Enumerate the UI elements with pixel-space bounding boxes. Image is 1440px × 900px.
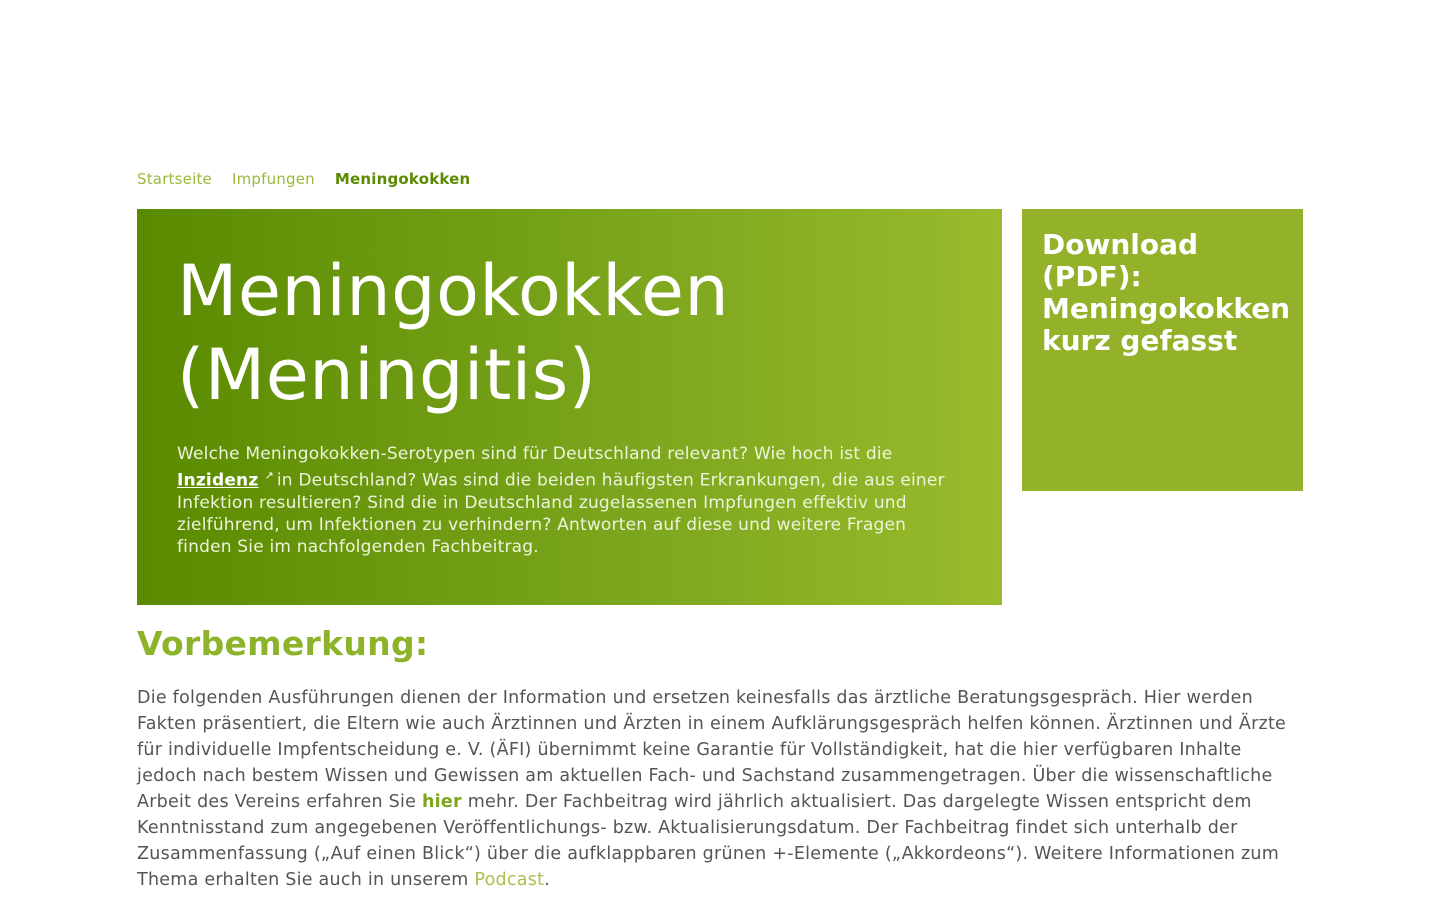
body-text-1: Die folgenden Ausführungen dienen der Information und ersetzen keinesfalls das ärztliche Beratungsgespräch. Hier werden Fakten präsentiert, die Eltern wie auch Ärztinnen und Ärzten in einem Aufklärungsgespräch helfen können. Ärztinnen und Ärzte für individuelle Impfentscheidung e. V. (ÄFI) übernimmt keine Garantie für Vollständigkeit, hat die hier verfügbaren Inhalte jedoch nach bestem Wissen und Gewissen am aktuellen Fach- und Sachstand zusammengetragen. Über die wissenschaftliche Arbeit des Vereins erfahren Sie (137, 688, 1287, 812)
hier-link[interactable]: hier (421, 792, 462, 812)
download-line2: (PDF): (1042, 260, 1142, 293)
breadcrumb-current: Meningokokken (334, 170, 471, 188)
preliminary-remark-text (137, 685, 1297, 893)
section-title: Vorbemerkung: (137, 624, 429, 663)
breadcrumb-impfungen[interactable]: Impfungen (231, 170, 315, 188)
page-title (177, 249, 962, 417)
intro-text-2: in Deutschland? Was sind die beiden häufigsten Erkrankungen, die aus einer Infektion resultieren? Sind die in Deutschland zugelassenen Impfungen effektiv und zielführend, um Infektionen zu verhindern? Antworten auf diese und weitere Fragen finden Sie im nachfolgenden Fachbeitrag. (177, 470, 945, 557)
external-link-icon: ↗ (264, 469, 274, 482)
download-line3: Meningokokken (1042, 292, 1291, 325)
hero-intro (177, 443, 962, 558)
hero-banner (137, 209, 1002, 605)
page-title-line1: Meningokokken (177, 250, 730, 332)
intro-text-1: Welche Meningokokken-Serotypen sind für Deutschland relevant? Wie hoch ist die (177, 444, 893, 464)
body-text-3: . (544, 870, 551, 890)
download-line1: Download (1042, 228, 1199, 261)
download-line4: kurz gefasst (1042, 324, 1238, 357)
download-pdf-button[interactable] (1022, 209, 1303, 491)
breadcrumb-home[interactable]: Startseite (137, 170, 212, 188)
page-title-line2: (Meningitis) (177, 334, 597, 416)
podcast-link[interactable]: Podcast (474, 870, 545, 890)
body-text-2: mehr. Der Fachbeitrag wird jährlich aktualisiert. Das dargelegte Wissen entspricht dem Kenntnisstand zum angegebenen Veröffentlichungs- bzw. Aktualisierungsdatum. Der Fachbeitrag findet sich unterhalb der Zusammenfassung („Auf einen Blick“) über die aufklappbaren grünen +-Elemente („Akkordeons“). Weitere Informationen zum Thema erhalten Sie auch in unserem (137, 792, 1280, 890)
breadcrumb (137, 170, 470, 188)
inzidenz-link[interactable]: Inzidenz (177, 470, 259, 491)
